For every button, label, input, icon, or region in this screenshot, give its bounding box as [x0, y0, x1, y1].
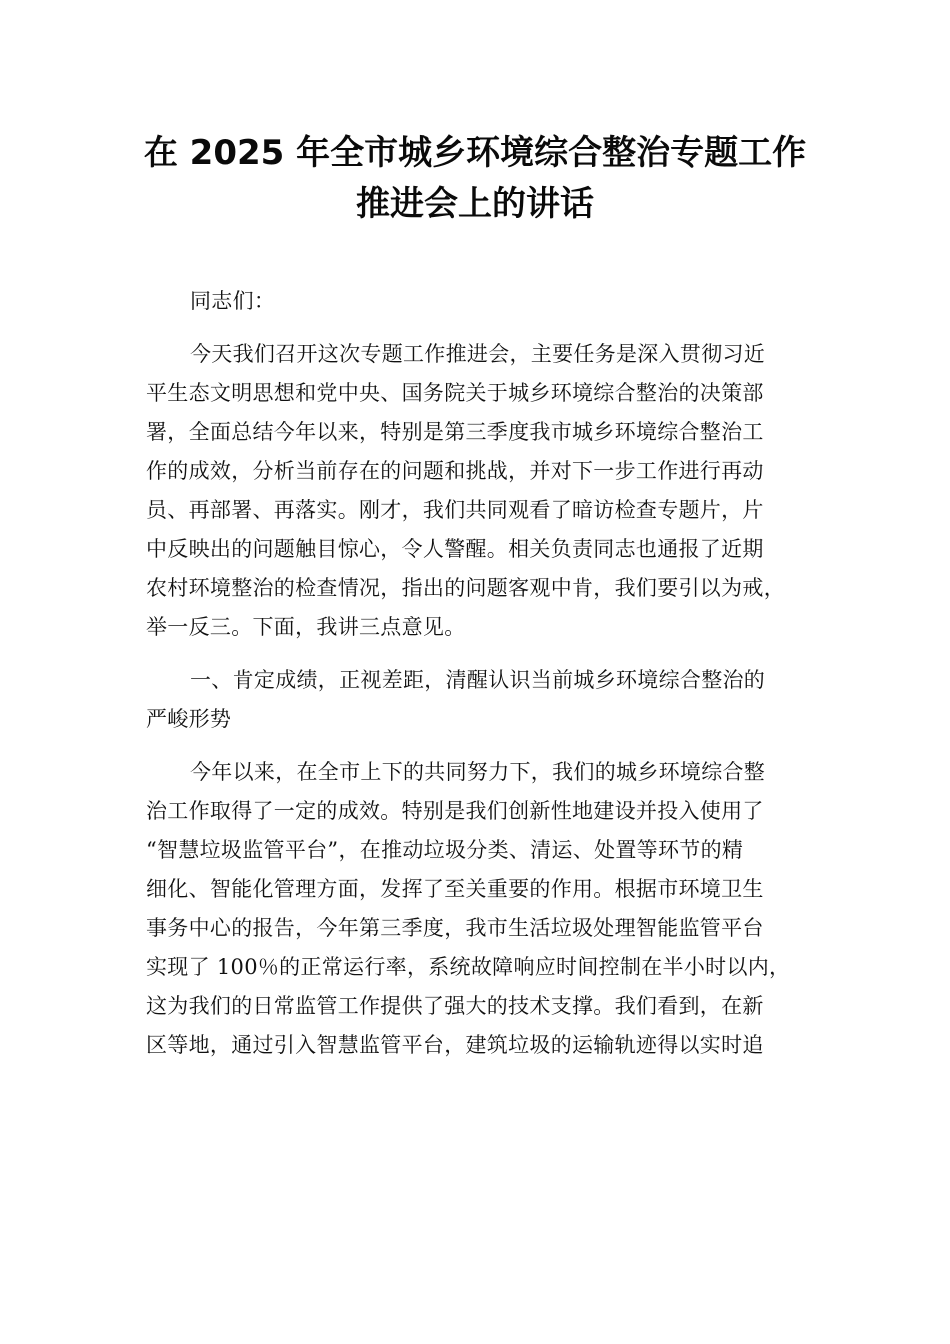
title-line-2: 推进会上的讲话: [356, 184, 594, 224]
section-heading-line: 严峻形势: [146, 707, 232, 731]
paragraph-line: 区等地，通过引入智慧监管平台，建筑垃圾的运输轨迹得以实时追: [146, 1033, 764, 1057]
paragraph-line: 作的成效，分析当前存在的问题和挑战，并对下一步工作进行再动: [146, 459, 764, 483]
salutation: [146, 282, 822, 321]
paragraph-line: 事务中心的报告，今年第三季度，我市生活垃圾处理智能监管平台: [146, 916, 764, 940]
paragraph-line: 署，全面总结今年以来，特别是第三季度我市城乡环境综合整治工: [146, 420, 764, 444]
paragraph-line: 这为我们的日常监管工作提供了强大的技术支撑。我们看到，在新: [146, 994, 764, 1018]
title-line-1: 在 2025 年全市城乡环境综合整治专题工作: [143, 133, 807, 173]
paragraph-achievements: [146, 753, 822, 1065]
paragraph-line: 举一反三。下面，我讲三点意见。: [146, 615, 466, 639]
paragraph-line: 员、再部署、再落实。刚才，我们共同观看了暗访检查专题片，片: [146, 498, 764, 522]
paragraph-line: 中反映出的问题触目惊心，令人警醒。相关负责同志也通报了近期: [146, 537, 764, 561]
paragraph-line: 治工作取得了一定的成效。特别是我们创新性地建设并投入使用了: [146, 799, 764, 823]
paragraph-line: 今天我们召开这次专题工作推进会，主要任务是深入贯彻习近: [190, 342, 766, 366]
paragraph-line: 实现了 100％的正常运行率，系统故障响应时间控制在半小时以内，: [146, 955, 791, 979]
salutation-text: 同志们：: [190, 289, 276, 313]
paragraph-line: “智慧垃圾监管平台”，在推动垃圾分类、清运、处置等环节的精: [146, 838, 744, 862]
paragraph-line: 农村环境整治的检查情况，指出的问题客观中肯，我们要引以为戒，: [146, 576, 785, 600]
paragraph-line: 今年以来，在全市上下的共同努力下，我们的城乡环境综合整: [190, 760, 766, 784]
section-heading-1: [146, 661, 822, 739]
paragraph-line: 平生态文明思想和党中央、国务院关于城乡环境综合整治的决策部: [146, 381, 764, 405]
paragraph-line: 细化、智能化管理方面，发挥了至关重要的作用。根据市环境卫生: [146, 877, 764, 901]
document-body: [146, 282, 822, 1065]
document-title: [100, 128, 850, 230]
section-heading-line: 一、肯定成绩，正视差距，清醒认识当前城乡环境综合整治的: [190, 668, 766, 692]
paragraph-opening: [146, 335, 822, 647]
